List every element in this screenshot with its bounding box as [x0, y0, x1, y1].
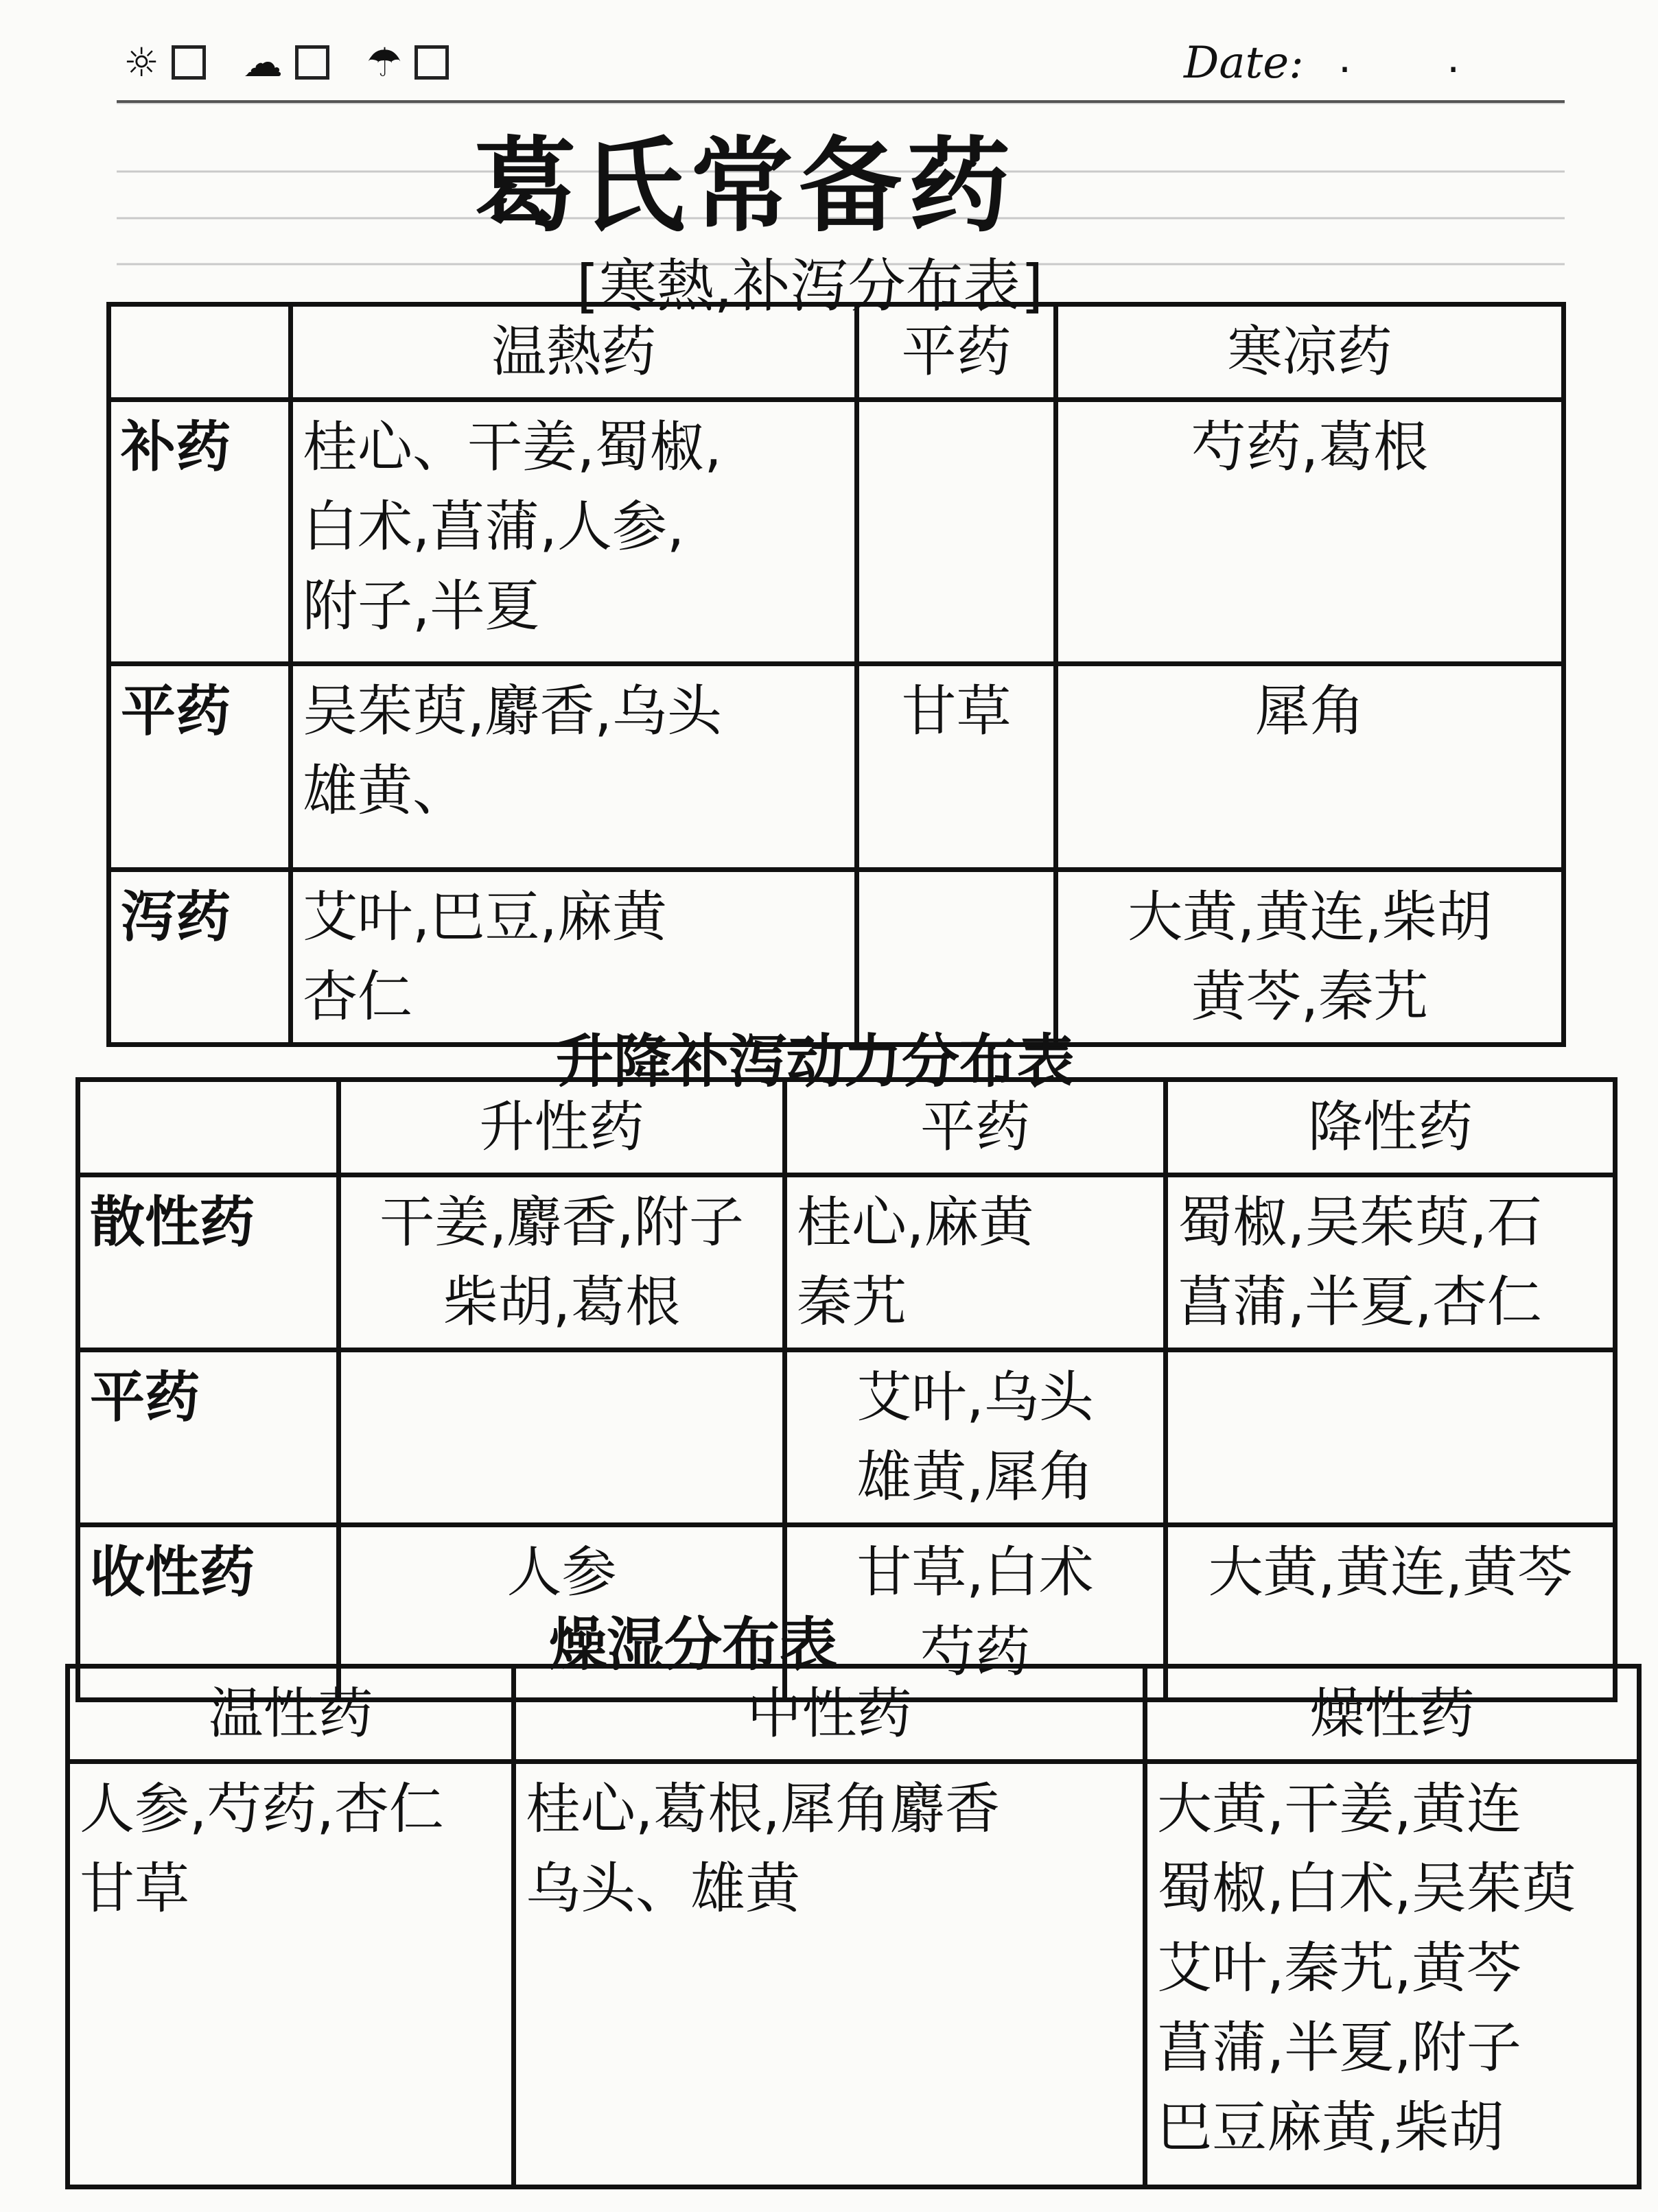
page-title: 葛氏常备药 — [474, 127, 1016, 246]
table2-row-label: 散性药 — [78, 1175, 339, 1350]
table3-cell: 桂心,葛根,犀角麝香 乌头、雄黄 — [514, 1762, 1145, 2187]
weather-checkboxes — [124, 39, 474, 86]
table1-cell: 吴茱萸,麝香,乌头 雄黄、 — [291, 664, 857, 870]
table2-caption: 升降补泻动力分布表 — [556, 1028, 1075, 1095]
table2-cell: 蜀椒,吴茱萸,石 菖蒲,半夏,杏仁 — [1166, 1175, 1615, 1350]
table2-corner — [78, 1080, 339, 1175]
table2-cell: 大黄,黄连,黄芩 — [1166, 1525, 1615, 1700]
table2-row-label: 平药 — [78, 1350, 339, 1525]
table3-cell: 人参,芍药,杏仁 甘草 — [68, 1762, 514, 2187]
table2-cell: 甘草,白术 芍药 — [785, 1525, 1166, 1700]
rain-checkbox[interactable] — [414, 45, 449, 80]
table1-col-header: 平药 — [857, 305, 1056, 400]
table1-cell: 犀角 — [1056, 664, 1564, 870]
date-value: . . — [1338, 34, 1502, 82]
table3-col-header: 中性药 — [514, 1667, 1145, 1762]
table3-col-header: 温性药 — [68, 1667, 514, 1762]
table1-col-header: 寒凉药 — [1056, 305, 1564, 400]
rain-icon: ☂ — [366, 39, 402, 86]
sun-checkbox[interactable] — [172, 45, 206, 80]
table2-cell: 桂心,麻黄 秦艽 — [785, 1175, 1166, 1350]
table2-col-header: 平药 — [785, 1080, 1166, 1175]
sun-icon: ☼ — [124, 39, 159, 86]
table2-row-label: 收性药 — [78, 1525, 339, 1700]
table2-cell — [339, 1350, 785, 1525]
table1-cell: 大黄,黄连,柴胡 黄芩,秦艽 — [1056, 870, 1564, 1045]
table1-col-header: 温熱药 — [291, 305, 857, 400]
table2-cell: 人参 — [339, 1525, 785, 1700]
table2-cell: 干姜,麝香,附子 柴胡,葛根 — [339, 1175, 785, 1350]
table2-cell — [1166, 1350, 1615, 1525]
table3 — [65, 1664, 1642, 2189]
table1 — [106, 302, 1566, 1047]
table1-row-label: 平药 — [109, 664, 291, 870]
table1-cell: 芍药,葛根 — [1056, 400, 1564, 664]
table1-cell: 艾叶,巴豆,麻黄 杏仁 — [291, 870, 857, 1045]
table3-caption: 燥湿分布表 — [549, 1611, 838, 1678]
table2-cell: 艾叶,乌头 雄黄,犀角 — [785, 1350, 1166, 1525]
table2-col-header: 升性药 — [339, 1080, 785, 1175]
table3-col-header: 燥性药 — [1145, 1667, 1639, 1762]
table1-cell: 桂心、干姜,蜀椒, 白术,菖蒲,人参, 附子,半夏 — [291, 400, 857, 664]
table1-row-label: 泻药 — [109, 870, 291, 1045]
cloud-icon: ☁ — [243, 39, 283, 86]
table3-cell: 大黄,干姜,黄连 蜀椒,白术,吴茱萸 艾叶,秦艽,黄芩 菖蒲,半夏,附子 巴豆麻黄,柴胡 — [1145, 1762, 1639, 2187]
table2 — [75, 1077, 1618, 1702]
table1-corner — [109, 305, 291, 400]
table2-col-header: 降性药 — [1166, 1080, 1615, 1175]
date-label: Date: — [1184, 38, 1304, 89]
table1-row-label: 补药 — [109, 400, 291, 664]
cloud-checkbox[interactable] — [295, 45, 329, 80]
table1-cell: 甘草 — [857, 664, 1056, 870]
table1-caption: [寒熱,补泻分布表] — [576, 252, 1044, 320]
table1-cell — [857, 400, 1056, 664]
